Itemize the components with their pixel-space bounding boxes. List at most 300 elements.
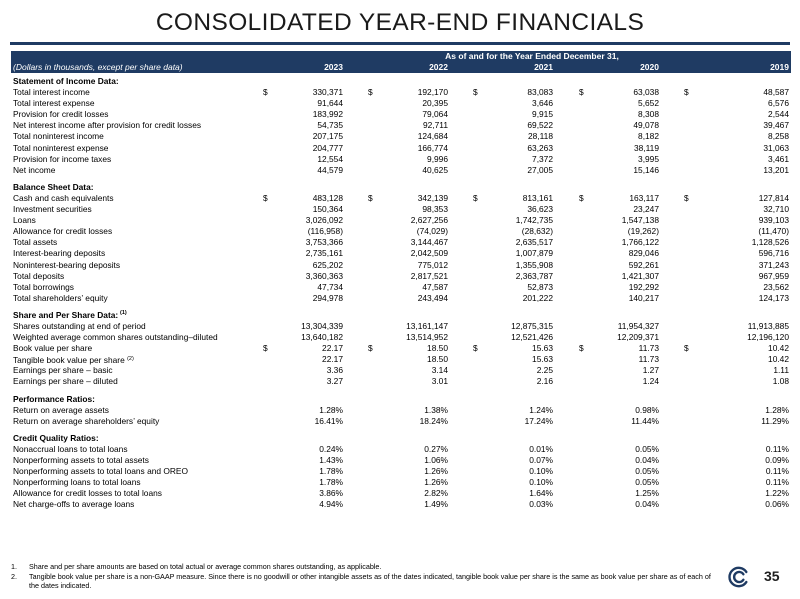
row-label-text: Provision for credit losses <box>13 109 109 120</box>
table-cell: 1.28% <box>765 404 789 415</box>
row-label-text: Weighted average common shares outstanding–diluted <box>13 332 218 343</box>
table-cell: 0.11% <box>765 466 789 477</box>
table-cell: 813,161 <box>522 192 553 203</box>
currency-symbol: $ <box>368 343 373 354</box>
table-cell: 8,258 <box>768 131 789 142</box>
row-label <box>13 109 108 120</box>
table-cell: 49,078 <box>633 120 659 131</box>
table-cell: 1.25% <box>635 488 659 499</box>
table-cell: 13,514,952 <box>406 332 448 343</box>
row-label-text: Earnings per share – basic <box>13 365 113 376</box>
table-cell: 127,814 <box>758 192 789 203</box>
table-cell: 1.26% <box>424 477 448 488</box>
row-label-text: Noninterest-bearing deposits <box>13 259 121 270</box>
table-cell: 23,247 <box>633 204 659 215</box>
row-label-text: Net interest income after provision for credit losses <box>13 120 202 131</box>
row-label <box>13 444 128 455</box>
table-cell: 3,026,092 <box>305 215 343 226</box>
table-cell: 330,371 <box>312 87 343 98</box>
table-cell: 23,562 <box>763 281 789 292</box>
table-row <box>11 455 791 466</box>
row-label-text: Book value per share <box>13 343 93 354</box>
table-cell: 15.63 <box>532 343 553 354</box>
table-cell: 0.05% <box>635 443 659 454</box>
table-row <box>11 87 791 98</box>
row-label-text: Shares outstanding at end of period <box>13 320 146 331</box>
section-title: Credit Quality Ratios: <box>13 432 99 443</box>
table-cell: 22.17 <box>322 354 343 365</box>
row-label <box>13 98 94 109</box>
table-cell: 9,996 <box>427 153 448 164</box>
table-cell: 2,635,517 <box>515 237 553 248</box>
table-cell: 204,777 <box>312 142 343 153</box>
row-label-text: Nonperforming assets to total loans and OREO <box>13 466 189 477</box>
table-row <box>11 215 791 226</box>
footnote <box>11 572 711 591</box>
row-label-text: Interest-bearing deposits <box>13 248 106 259</box>
table-cell: 1.49% <box>424 499 448 510</box>
table-row <box>11 343 791 354</box>
row-label-text: Loans <box>13 215 36 226</box>
table-cell: 92,711 <box>423 120 448 131</box>
row-label-text: Nonperforming assets to total assets <box>13 455 149 465</box>
table-cell: 18.50 <box>427 343 448 354</box>
section-title: Statement of Income Data: <box>13 76 119 86</box>
table-row <box>11 499 791 510</box>
row-label-text: Cash and cash equivalents <box>13 192 114 203</box>
table-cell: 12,521,426 <box>511 332 553 343</box>
table-cell: 829,046 <box>628 248 659 259</box>
table-cell: 3,753,366 <box>305 237 343 248</box>
table-cell: 243,494 <box>417 292 448 303</box>
table-cell: 1,421,307 <box>621 270 659 281</box>
table-cell: 11.29% <box>761 415 789 426</box>
row-label <box>13 455 149 466</box>
table-cell: 2,735,161 <box>305 248 343 259</box>
table-cell: 32,710 <box>763 204 789 215</box>
row-label <box>13 499 134 510</box>
table-cell: 10.42 <box>768 354 789 365</box>
year-header-2019: 2019 <box>770 62 789 72</box>
row-label <box>13 343 92 354</box>
table-cell: 2.82% <box>424 488 448 499</box>
table-cell: 2,042,509 <box>410 248 448 259</box>
table-row <box>11 131 791 142</box>
table-cell: 124,684 <box>417 131 448 142</box>
table-row <box>11 165 791 176</box>
table-cell: 1.43% <box>319 455 343 465</box>
page-title: CONSOLIDATED YEAR-END FINANCIALS <box>155 9 645 36</box>
table-cell: 79,064 <box>422 109 448 120</box>
section-header <box>11 433 791 444</box>
table-cell: (28,632) <box>521 226 553 237</box>
row-label <box>13 321 146 332</box>
table-cell: 13,304,339 <box>301 320 343 331</box>
table-period-header <box>11 51 791 62</box>
table-cell: 0.06% <box>765 499 789 510</box>
table-cell: 39,467 <box>763 120 789 131</box>
footnote-ref: (2) <box>127 356 134 363</box>
table-cell: 1.08 <box>772 376 789 387</box>
table-cell: 294,978 <box>312 292 343 303</box>
row-label-text: Total interest expense <box>13 98 95 109</box>
currency-symbol: $ <box>579 343 584 354</box>
row-label-text: Total deposits <box>13 270 65 281</box>
table-row <box>11 444 791 455</box>
footnote-number: 2. <box>11 571 17 581</box>
row-label-text: Total noninterest expense <box>13 142 109 153</box>
table-cell: 1.26% <box>424 466 448 477</box>
currency-symbol: $ <box>579 192 584 203</box>
page-number: 35 <box>764 568 780 584</box>
section-header <box>11 394 791 405</box>
table-cell: 0.27% <box>424 443 448 454</box>
table-cell: 12,209,371 <box>617 332 659 343</box>
table-row <box>11 365 791 376</box>
row-label <box>13 204 92 215</box>
table-cell: 140,217 <box>628 292 659 303</box>
table-cell: 91,644 <box>317 98 343 109</box>
table-cell: 0.10% <box>529 477 553 488</box>
row-label <box>13 376 118 387</box>
table-cell: 38,119 <box>634 142 659 153</box>
table-cell: 625,202 <box>312 259 343 270</box>
table-row <box>11 293 791 304</box>
table-cell: 1.24% <box>529 404 553 415</box>
table-column-header <box>11 62 791 73</box>
table-cell: 12,875,315 <box>511 320 553 331</box>
row-label-text: Net income <box>13 164 56 175</box>
table-cell: 2,363,787 <box>515 270 553 281</box>
table-row <box>11 143 791 154</box>
row-label <box>13 260 120 271</box>
table-row <box>11 332 791 343</box>
row-label <box>13 271 64 282</box>
footnotes <box>11 562 711 591</box>
table-cell: 3.86% <box>319 488 343 499</box>
table-cell: 6,576 <box>768 98 789 109</box>
row-label-text: Allowance for credit losses to total loans <box>13 488 162 499</box>
table-cell: 8,182 <box>638 131 659 142</box>
table-cell: 967,959 <box>758 270 789 281</box>
table-cell: 939,103 <box>758 215 789 226</box>
year-header-2020: 2020 <box>640 62 659 72</box>
table-cell: 20,395 <box>422 98 448 109</box>
table-row <box>11 109 791 120</box>
table-cell: 2.25 <box>536 365 553 376</box>
table-cell: 1,766,122 <box>621 237 659 248</box>
table-cell: 150,364 <box>312 204 343 215</box>
table-cell: 1.64% <box>529 488 553 499</box>
table-cell: 1,128,526 <box>751 237 789 248</box>
row-label <box>13 466 188 477</box>
row-label <box>13 215 36 226</box>
table-row <box>11 416 791 427</box>
currency-symbol: $ <box>473 87 478 98</box>
currency-symbol: $ <box>684 87 689 98</box>
table-cell: 192,292 <box>628 281 659 292</box>
row-label <box>13 143 108 154</box>
table-cell: 1,742,735 <box>515 215 553 226</box>
table-cell: 3,646 <box>532 98 553 109</box>
row-label-text: Earnings per share – diluted <box>13 376 118 387</box>
row-label <box>13 165 55 176</box>
table-cell: 483,128 <box>312 192 343 203</box>
row-label <box>13 477 141 488</box>
table-cell: 3,461 <box>768 153 789 164</box>
table-row <box>11 282 791 293</box>
table-cell: 9,915 <box>532 109 553 120</box>
currency-symbol: $ <box>473 343 478 354</box>
row-label-text: Allowance for credit losses <box>13 226 113 237</box>
table-cell: 166,774 <box>417 142 448 153</box>
row-label <box>13 488 162 499</box>
section-header <box>11 76 791 87</box>
table-cell: 3.36 <box>326 365 343 376</box>
table-cell: 183,992 <box>312 109 343 120</box>
section-title: Performance Ratios: <box>13 393 95 404</box>
table-cell: 15,146 <box>633 164 659 175</box>
currency-symbol: $ <box>263 343 268 354</box>
table-cell: 371,243 <box>758 259 789 270</box>
row-label <box>13 416 159 427</box>
currency-symbol: $ <box>263 87 268 98</box>
table-row <box>11 120 791 131</box>
row-label <box>13 248 105 259</box>
table-cell: 5,652 <box>638 98 659 109</box>
currency-symbol: $ <box>473 192 478 203</box>
table-cell: 36,623 <box>527 204 553 215</box>
table-cell: 1.11 <box>773 365 789 376</box>
row-label <box>13 87 90 98</box>
table-row <box>11 271 791 282</box>
currency-symbol: $ <box>263 192 268 203</box>
table-cell: 775,012 <box>417 259 448 270</box>
table-cell: 1.27 <box>642 365 659 376</box>
table-cell: 44,579 <box>317 164 343 175</box>
row-label <box>13 282 74 293</box>
table-cell: 63,038 <box>633 87 659 98</box>
table-cell: 27,005 <box>527 164 553 175</box>
table-row <box>11 260 791 271</box>
row-label <box>13 154 111 165</box>
currency-symbol: $ <box>368 192 373 203</box>
table-cell: 1,547,138 <box>621 215 659 226</box>
table-cell: (116,958) <box>307 226 343 237</box>
row-label-text: Total interest income <box>13 87 90 98</box>
table-cell: 1.78% <box>319 466 343 477</box>
table-cell: 3,360,363 <box>305 270 343 281</box>
table-row <box>11 248 791 259</box>
financials-table <box>11 76 791 510</box>
table-cell: 11,954,327 <box>617 320 659 331</box>
row-label-text: Investment securities <box>13 204 92 215</box>
row-label <box>13 193 114 204</box>
period-label: As of and for the Year Ended December 31, <box>445 51 619 61</box>
section-title: Share and Per Share Data: <box>13 309 119 320</box>
row-label-text: Total assets <box>13 237 58 248</box>
table-row <box>11 354 791 365</box>
table-row <box>11 237 791 248</box>
table-cell: 11.73 <box>638 343 659 354</box>
table-cell: 28,118 <box>528 131 553 142</box>
table-row <box>11 98 791 109</box>
table-cell: 18.24% <box>419 415 448 426</box>
table-cell: 3.01 <box>431 376 448 387</box>
table-cell: 10.42 <box>768 343 789 354</box>
year-header-2022: 2022 <box>429 62 448 72</box>
year-header-2021: 2021 <box>534 62 553 72</box>
table-cell: 47,587 <box>422 281 448 292</box>
table-cell: 0.11% <box>765 443 789 454</box>
table-cell: 7,372 <box>532 153 553 164</box>
footnote <box>11 562 711 572</box>
table-cell: 1,355,908 <box>515 259 553 270</box>
table-row <box>11 477 791 488</box>
row-label-text: Return on average shareholders’ equity <box>13 415 160 426</box>
section-title: Balance Sheet Data: <box>13 181 94 192</box>
table-cell: 163,117 <box>629 192 659 203</box>
row-label <box>13 131 104 142</box>
table-row <box>11 466 791 477</box>
table-cell: 1.28% <box>319 404 343 415</box>
row-label <box>13 120 201 131</box>
table-cell: 69,522 <box>527 120 553 131</box>
table-cell: 0.24% <box>319 443 343 454</box>
table-cell: 592,261 <box>628 259 659 270</box>
table-cell: 1.78% <box>319 477 343 488</box>
row-label-text: Provision for income taxes <box>13 153 112 164</box>
table-cell: 0.04% <box>635 499 659 510</box>
table-cell: 0.04% <box>635 455 659 465</box>
table-cell: 3.27 <box>326 376 343 387</box>
footnote-ref: (1) <box>120 309 127 316</box>
table-row <box>11 321 791 332</box>
row-label <box>13 293 108 304</box>
table-cell: 0.07% <box>529 455 553 465</box>
table-cell: 11,913,885 <box>747 320 789 331</box>
row-label <box>13 226 112 237</box>
table-row <box>11 405 791 416</box>
table-cell: 201,222 <box>522 292 553 303</box>
table-cell: 3.14 <box>431 365 448 376</box>
table-cell: (74,029) <box>416 226 448 237</box>
currency-symbol: $ <box>368 87 373 98</box>
footnote-text: Share and per share amounts are based on total actual or average common shares outstanding, as applicable. <box>29 562 382 571</box>
table-cell: 2.16 <box>536 376 553 387</box>
table-cell: 596,716 <box>758 248 789 259</box>
table-cell: 2,627,256 <box>410 215 448 226</box>
table-cell: 192,170 <box>417 87 448 98</box>
table-cell: 207,175 <box>312 131 343 142</box>
currency-symbol: $ <box>684 343 689 354</box>
table-cell: 3,995 <box>638 153 659 164</box>
table-cell: 0.09% <box>765 455 789 465</box>
company-logo-icon <box>728 566 750 588</box>
row-label <box>13 365 113 376</box>
table-cell: 3,144,467 <box>410 237 448 248</box>
table-cell: 13,640,182 <box>301 332 343 343</box>
footnote-text: Tangible book value per share is a non-GAAP measure. Since there is no goodwill or other intangible assets as of the dates indicated, tangible book value per share is the same as book value per share as of each of the dates indicated. <box>29 571 711 590</box>
table-cell: 83,083 <box>527 87 553 98</box>
table-cell: (11,470) <box>758 226 789 237</box>
table-cell: 1.24 <box>642 376 659 387</box>
table-row <box>11 154 791 165</box>
table-row <box>11 376 791 387</box>
table-cell: 13,161,147 <box>406 320 448 331</box>
table-cell: 16.41% <box>314 415 343 426</box>
table-cell: 0.03% <box>529 499 553 510</box>
table-cell: 98,353 <box>422 204 448 215</box>
table-cell: 0.11% <box>765 477 789 488</box>
table-cell: (19,262) <box>627 226 659 237</box>
row-label-text: Net charge-offs to average loans <box>13 499 135 510</box>
table-cell: 11.44% <box>631 415 659 426</box>
table-cell: 0.10% <box>529 466 553 477</box>
row-label-text: Total noninterest income <box>13 131 104 142</box>
row-label-text: Nonaccrual loans to total loans <box>13 443 128 454</box>
table-cell: 0.01% <box>529 443 553 454</box>
units-note: (Dollars in thousands, except per share data) <box>13 62 183 72</box>
table-cell: 8,308 <box>638 109 659 120</box>
row-label-text: Total borrowings <box>13 281 74 292</box>
footnote-number: 1. <box>11 562 17 571</box>
table-cell: 124,173 <box>758 292 789 303</box>
currency-symbol: $ <box>684 192 689 203</box>
table-cell: 1.38% <box>424 404 448 415</box>
table-cell: 342,139 <box>417 192 448 203</box>
table-row <box>11 204 791 215</box>
table-cell: 15.63 <box>532 354 553 365</box>
table-cell: 0.05% <box>635 466 659 477</box>
table-cell: 31,063 <box>763 142 789 153</box>
section-header <box>11 182 791 193</box>
table-cell: 12,554 <box>317 153 343 164</box>
table-cell: 0.05% <box>635 477 659 488</box>
row-label <box>13 405 109 416</box>
table-row <box>11 193 791 204</box>
title-divider <box>10 42 790 45</box>
table-cell: 13,201 <box>763 164 789 175</box>
table-cell: 40,625 <box>422 164 448 175</box>
table-cell: 4.94% <box>319 499 343 510</box>
table-cell: 1,007,879 <box>515 248 553 259</box>
table-cell: 2,544 <box>768 109 789 120</box>
row-label-text: Tangible book value per share <box>13 355 125 366</box>
table-cell: 1.06% <box>424 455 448 465</box>
table-cell: 22.17 <box>322 343 343 354</box>
table-cell: 0.98% <box>635 404 659 415</box>
table-cell: 12,196,120 <box>747 332 789 343</box>
row-label <box>13 332 218 343</box>
table-cell: 11.73 <box>638 354 659 365</box>
row-label-text: Nonperforming loans to total loans <box>13 477 141 488</box>
table-cell: 18.50 <box>427 354 448 365</box>
table-cell: 47,734 <box>317 281 343 292</box>
year-header-2023: 2023 <box>324 62 343 72</box>
table-cell: 63,263 <box>527 142 553 153</box>
section-header <box>11 310 791 321</box>
table-cell: 48,587 <box>763 87 789 98</box>
table-row <box>11 226 791 237</box>
currency-symbol: $ <box>579 87 584 98</box>
row-label <box>13 237 57 248</box>
table-cell: 17.24% <box>524 415 553 426</box>
table-row <box>11 488 791 499</box>
row-label-text: Return on average assets <box>13 404 109 415</box>
table-cell: 2,817,521 <box>410 270 448 281</box>
table-cell: 54,735 <box>317 120 343 131</box>
